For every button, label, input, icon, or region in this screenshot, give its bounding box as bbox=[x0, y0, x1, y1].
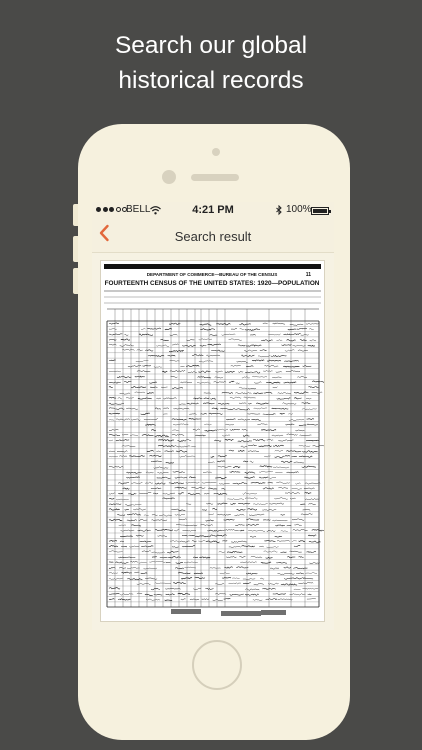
carrier-name: BELL bbox=[126, 204, 151, 215]
earpiece-speaker bbox=[191, 174, 239, 181]
volume-up-button bbox=[73, 236, 78, 262]
home-button[interactable] bbox=[192, 640, 242, 690]
status-time: 4:21 PM bbox=[192, 204, 234, 216]
headline-line-2: historical records bbox=[118, 67, 304, 94]
census-record-image[interactable] bbox=[100, 260, 325, 622]
document-title: FOURTEENTH CENSUS OF THE UNITED STATES: 1920—POPULATION bbox=[104, 280, 320, 287]
headline-line-1: Search our global bbox=[114, 32, 308, 59]
bluetooth-icon bbox=[276, 205, 282, 216]
document-sheet-number: 11 bbox=[305, 272, 311, 278]
front-camera bbox=[162, 170, 176, 184]
headline bbox=[0, 28, 422, 98]
phone-screen bbox=[92, 202, 334, 630]
mute-switch bbox=[73, 204, 78, 226]
battery-icon bbox=[311, 207, 329, 215]
nav-bar bbox=[92, 220, 334, 253]
proximity-sensor bbox=[212, 148, 220, 156]
battery-percentage: 100% bbox=[286, 204, 312, 215]
volume-down-button bbox=[73, 268, 78, 294]
status-bar bbox=[92, 202, 334, 220]
nav-title: Search result bbox=[174, 229, 252, 244]
document-header-line: DEPARTMENT OF COMMERCE—BUREAU OF THE CENSUS bbox=[146, 272, 278, 277]
census-document bbox=[101, 261, 324, 621]
